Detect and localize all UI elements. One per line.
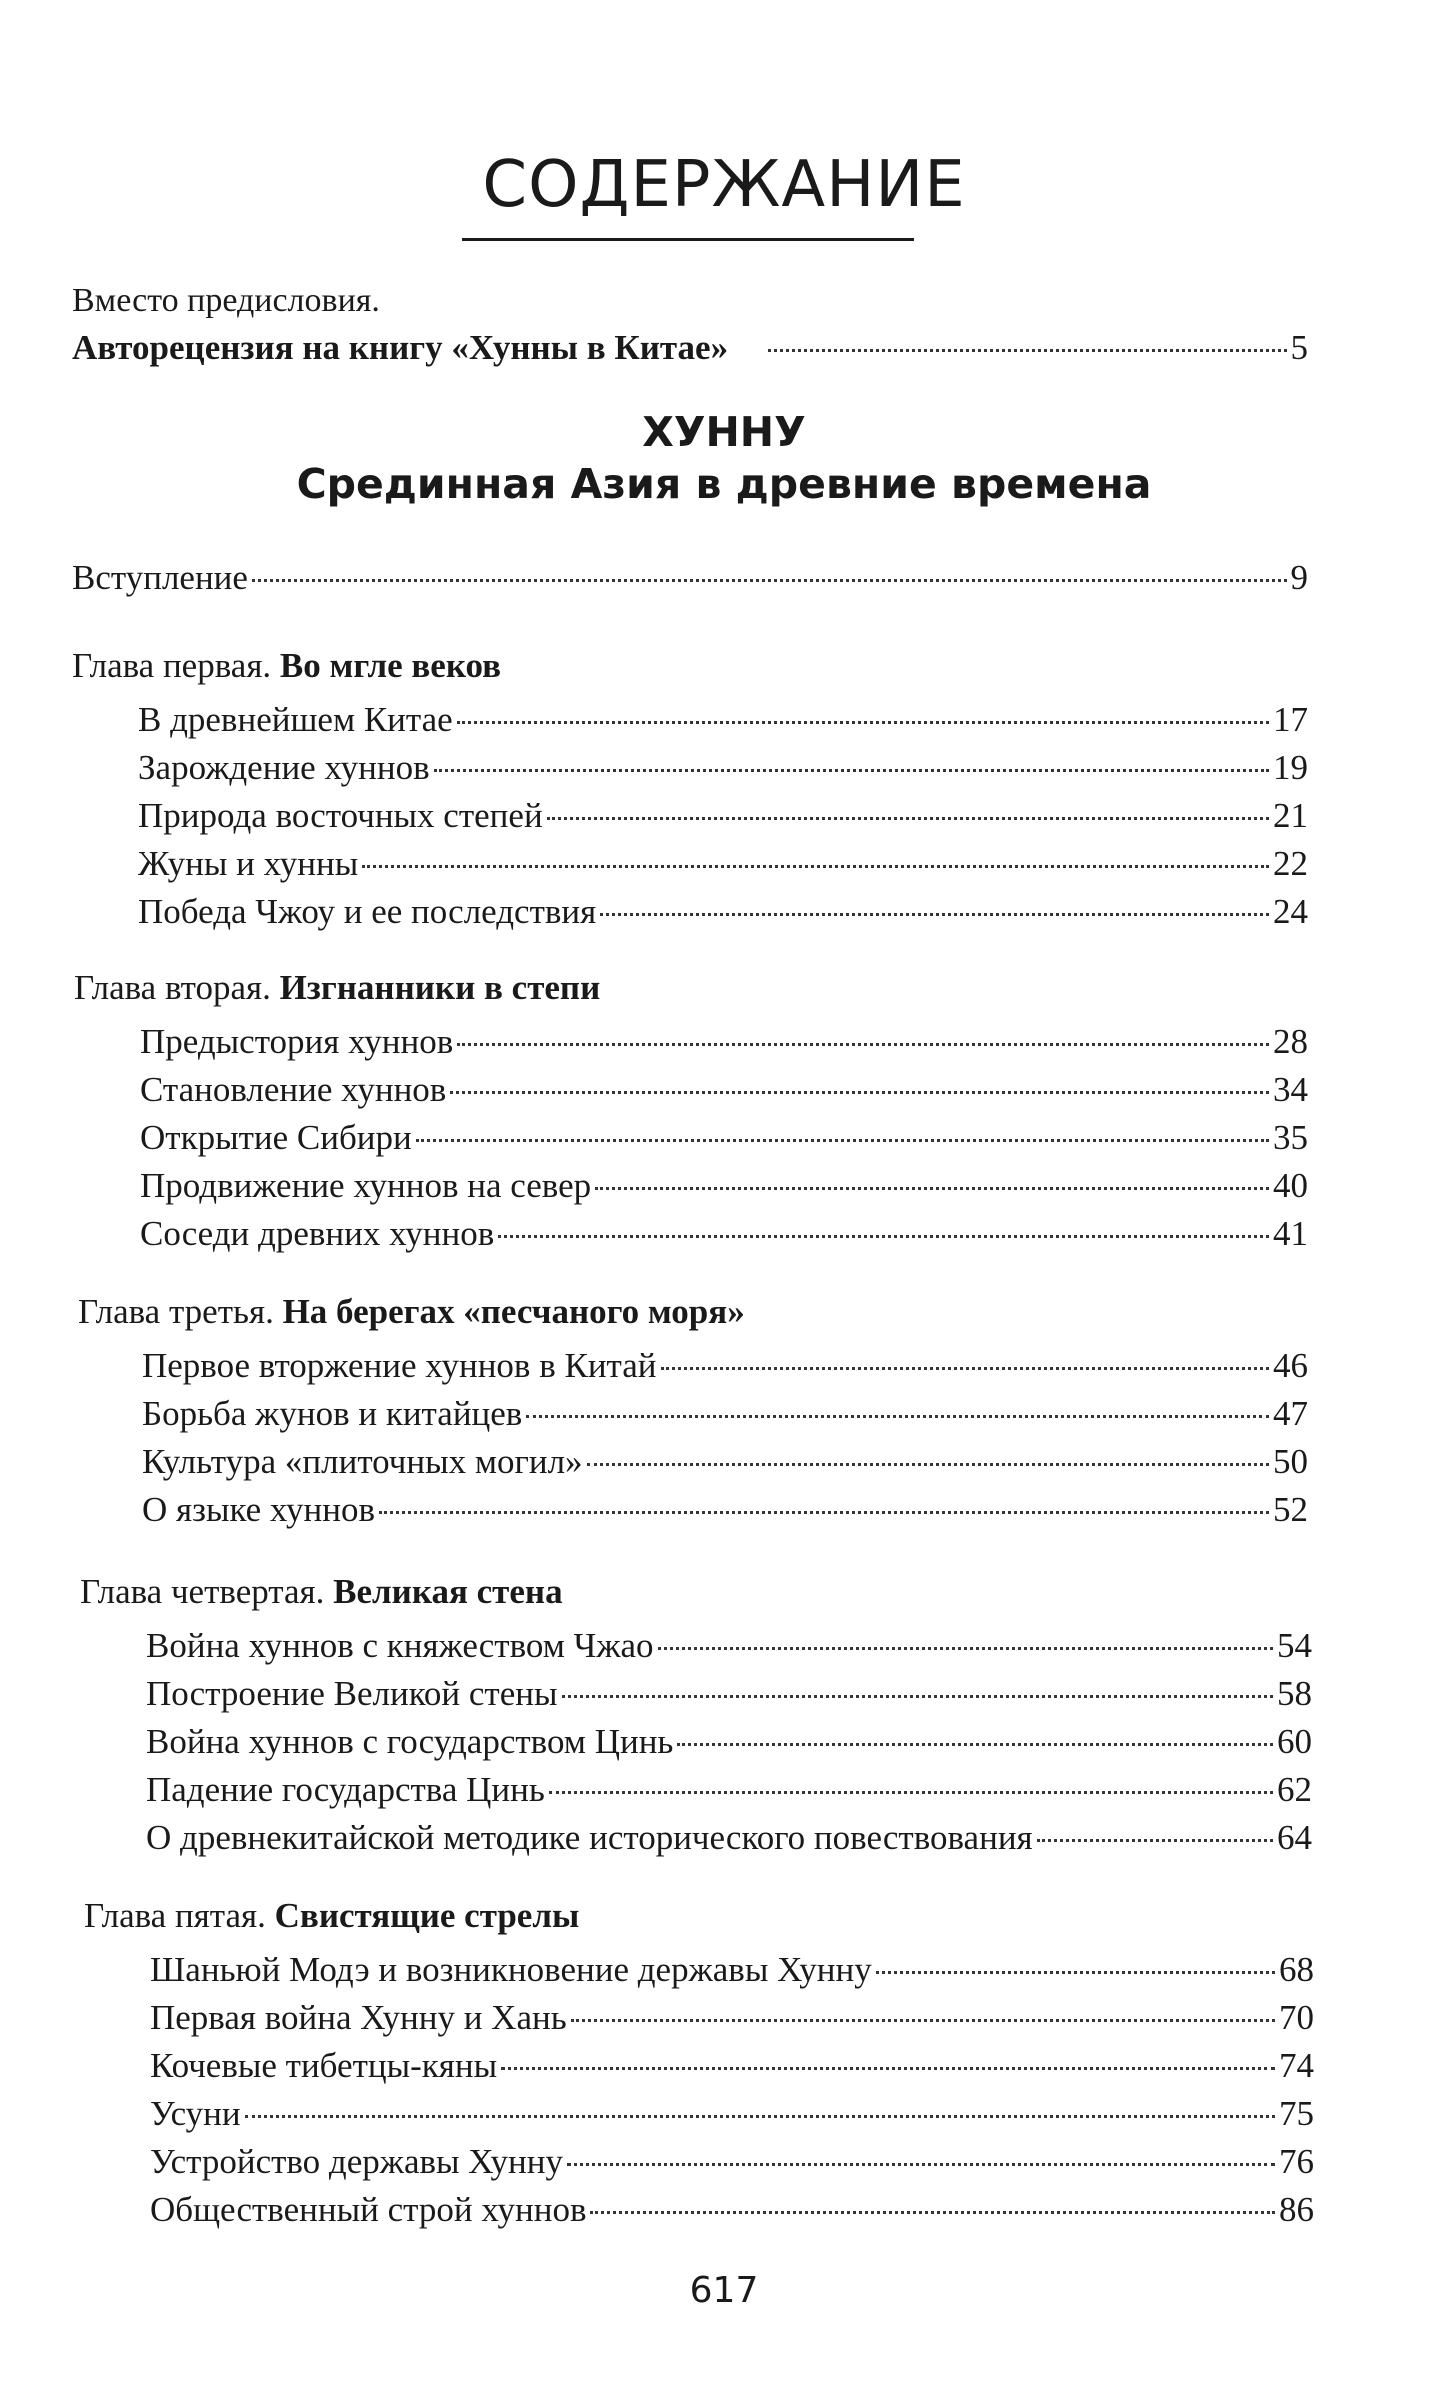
dot-leader (677, 1743, 1273, 1746)
toc-entry-title: Зарождение хуннов (138, 748, 430, 787)
part-subtitle: Срединная Азия в древние времена (296, 460, 1152, 508)
toc-entry[interactable] (146, 1722, 1312, 1762)
toc-entry-title: Построение Великой стены (146, 1674, 558, 1713)
chapter-title: Свистящие стрелы (274, 1896, 580, 1935)
toc-entry-page: 86 (1279, 2190, 1314, 2229)
toc-entry[interactable] (146, 1674, 1312, 1714)
toc-entry-page: 74 (1279, 2046, 1314, 2085)
toc-entry[interactable] (150, 2046, 1314, 2086)
chapter-heading (74, 968, 600, 1008)
chapter-heading (78, 1292, 745, 1332)
toc-entry-preface[interactable] (72, 328, 1308, 368)
dot-leader (600, 913, 1269, 916)
chapter-heading (72, 646, 501, 686)
toc-entry[interactable] (142, 1346, 1308, 1386)
chapter-number: Глава вторая. (74, 968, 280, 1007)
toc-entry-title: Война хуннов с государством Цинь (146, 1722, 674, 1761)
dot-leader (362, 865, 1269, 868)
toc-entry-title: Жуны и хунны (138, 844, 359, 883)
toc-entry[interactable] (140, 1022, 1308, 1062)
chapter-title: Изгнанники в степи (279, 968, 601, 1007)
toc-entry[interactable] (150, 2190, 1314, 2230)
toc-entry-title: Вступление (72, 558, 248, 597)
toc-entry-page: 54 (1277, 1626, 1312, 1665)
toc-entry[interactable] (140, 1166, 1308, 1206)
dot-leader (457, 721, 1269, 724)
toc-entry-title: Первая война Хунну и Хань (150, 1998, 567, 2037)
toc-entry-title: Соседи древних хуннов (140, 1214, 495, 1253)
dot-leader (526, 1415, 1269, 1418)
toc-entry-opening[interactable] (72, 558, 1308, 598)
toc-entry-page: 60 (1277, 1722, 1312, 1761)
dot-leader (416, 1139, 1269, 1142)
toc-entry[interactable] (140, 1214, 1308, 1254)
toc-entry[interactable] (138, 892, 1308, 932)
toc-entry-title: Первое вторжение хуннов в Китай (142, 1346, 657, 1385)
toc-entry[interactable] (138, 700, 1308, 740)
toc-entry[interactable] (142, 1394, 1308, 1434)
dot-leader (595, 1187, 1269, 1190)
toc-entry-title: Падение государства Цинь (146, 1770, 545, 1809)
toc-entry-title: Шаньюй Модэ и возникновение державы Хунну (150, 1950, 872, 1989)
dot-leader (562, 1695, 1273, 1698)
chapter-heading (80, 1572, 563, 1612)
toc-entry-title: Борьба жунов и китайцев (142, 1394, 523, 1433)
chapter-title: Великая стена (333, 1572, 563, 1611)
toc-entry-title: Победа Чжоу и ее последствия (138, 892, 597, 931)
toc-entry[interactable] (146, 1626, 1312, 1666)
dot-leader (498, 1235, 1269, 1238)
dot-leader (661, 1367, 1269, 1370)
dot-leader (571, 2019, 1275, 2022)
chapter-title: На берегах «песчаного моря» (282, 1292, 745, 1331)
toc-entry-page: 5 (1290, 328, 1308, 367)
dot-leader (1037, 1839, 1273, 1842)
dot-leader (450, 1091, 1269, 1094)
toc-entry[interactable] (146, 1818, 1312, 1858)
toc-entry[interactable] (150, 2094, 1314, 2134)
toc-entry-title: Предыстория хуннов (140, 1022, 454, 1061)
toc-entry-page: 34 (1273, 1070, 1308, 1109)
toc-entry-page: 76 (1279, 2142, 1314, 2181)
toc-entry-title: Усуни (150, 2094, 241, 2133)
toc-entry-title: Становление хуннов (140, 1070, 447, 1109)
toc-entry-page: 41 (1273, 1214, 1308, 1253)
toc-entry-page: 22 (1273, 844, 1308, 883)
toc-entry[interactable] (140, 1070, 1308, 1110)
toc-entry-page: 46 (1273, 1346, 1308, 1385)
toc-entry[interactable] (142, 1442, 1308, 1482)
toc-entry-title: Авторецензия на книгу «Хунны в Китае» (72, 328, 729, 367)
dot-leader (768, 349, 1286, 352)
dot-leader (501, 2067, 1275, 2070)
toc-entry-page: 64 (1277, 1818, 1312, 1857)
toc-entry-page: 9 (1290, 558, 1308, 597)
toc-entry-page: 58 (1277, 1674, 1312, 1713)
page-number: 617 (689, 2270, 759, 2311)
toc-entry[interactable] (150, 1950, 1314, 1990)
toc-entry-page: 28 (1273, 1022, 1308, 1061)
toc-entry-title: Общественный строй хуннов (150, 2190, 587, 2229)
page-title: СОДЕРЖАНИЕ (482, 148, 966, 222)
toc-entry-page: 35 (1273, 1118, 1308, 1157)
dot-leader (590, 2211, 1275, 2214)
toc-entry-title: Война хуннов с княжеством Чжао (146, 1626, 654, 1665)
toc-entry[interactable] (140, 1118, 1308, 1158)
title-underline (462, 238, 914, 241)
toc-entry-title: Природа восточных степей (138, 796, 543, 835)
toc-entry-title: Устройство державы Хунну (150, 2142, 563, 2181)
toc-entry-page: 24 (1273, 892, 1308, 931)
toc-entry-title: В древнейшем Китае (138, 700, 453, 739)
dot-leader (876, 1971, 1275, 1974)
toc-entry-page: 70 (1279, 1998, 1314, 2037)
dot-leader (245, 2115, 1275, 2118)
dot-leader (658, 1647, 1273, 1650)
toc-entry-page: 75 (1279, 2094, 1314, 2133)
toc-entry[interactable] (150, 1998, 1314, 2038)
toc-entry[interactable] (138, 748, 1308, 788)
toc-entry[interactable] (142, 1490, 1308, 1530)
toc-entry-page: 21 (1273, 796, 1308, 835)
toc-entry-page: 17 (1273, 700, 1308, 739)
preface-label: Вместо предисловия. (72, 282, 380, 319)
toc-entry-page: 50 (1273, 1442, 1308, 1481)
chapter-number: Глава четвертая. (80, 1572, 334, 1611)
toc-entry-page: 52 (1273, 1490, 1308, 1529)
dot-leader (252, 579, 1287, 582)
dot-leader (434, 769, 1269, 772)
toc-entry-title: О языке хуннов (142, 1490, 376, 1529)
chapter-number: Глава первая. (72, 646, 280, 685)
chapter-number: Глава пятая. (84, 1896, 275, 1935)
toc-entry-page: 19 (1273, 748, 1308, 787)
toc-entry[interactable] (150, 2142, 1314, 2182)
dot-leader (549, 1791, 1273, 1794)
part-title: ХУННУ (642, 408, 806, 456)
dot-leader (457, 1043, 1269, 1046)
chapter-title: Во мгле веков (279, 646, 502, 685)
toc-entry[interactable] (146, 1770, 1312, 1810)
toc-entry-page: 62 (1277, 1770, 1312, 1809)
toc-entry-page: 68 (1279, 1950, 1314, 1989)
toc-entry-title: О древнекитайской методике исторического повествования (146, 1818, 1033, 1857)
dot-leader (547, 817, 1269, 820)
toc-entry-title: Открытие Сибири (140, 1118, 412, 1157)
toc-entry-title: Культура «плиточных могил» (142, 1442, 583, 1481)
chapter-number: Глава третья. (78, 1292, 283, 1331)
toc-entry[interactable] (138, 796, 1308, 836)
dot-leader (587, 1463, 1269, 1466)
toc-entry[interactable] (138, 844, 1308, 884)
dot-leader (379, 1511, 1269, 1514)
toc-entry-page: 47 (1273, 1394, 1308, 1433)
chapter-heading (84, 1896, 579, 1936)
dot-leader (567, 2163, 1275, 2166)
toc-entry-page: 40 (1273, 1166, 1308, 1205)
toc-entry-title: Кочевые тибетцы-кяны (150, 2046, 498, 2085)
toc-entry-title: Продвижение хуннов на север (140, 1166, 592, 1205)
